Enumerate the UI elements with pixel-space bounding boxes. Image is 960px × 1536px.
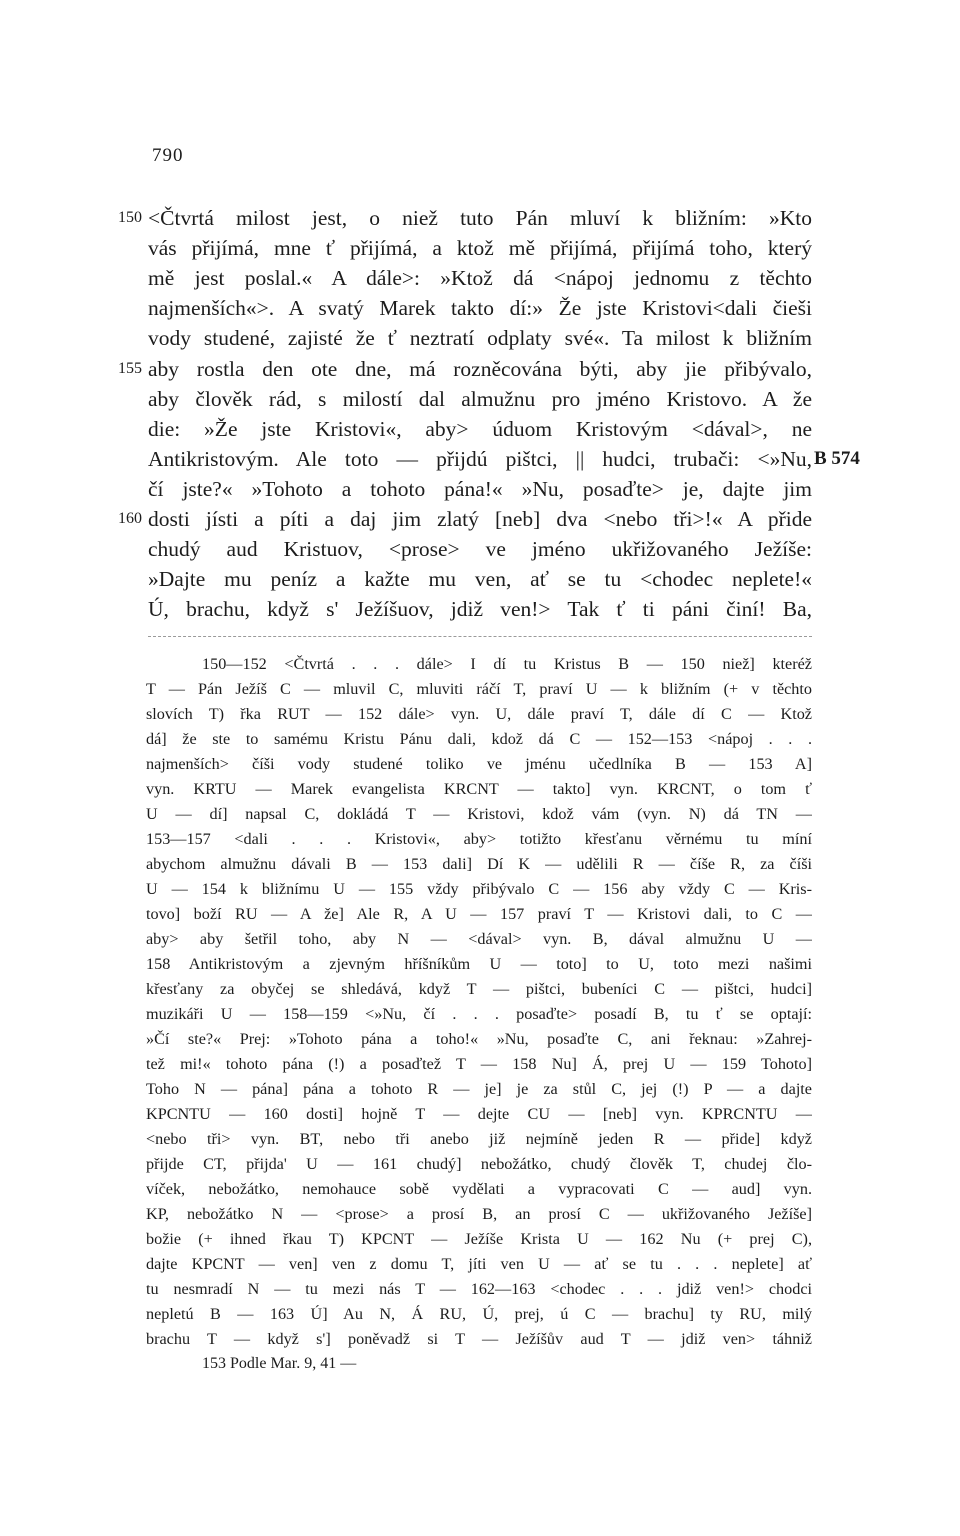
text-line: aby člověk rád, s milostí dal almužnu pro jméno Kristovo. A že bbox=[148, 387, 812, 411]
apparatus-line: U — 154 k bližnímu U — 155 vždy přibývalo C — 156 aby vždy C — Kris- bbox=[146, 880, 812, 898]
apparatus-line: KP, nebožátko N — <prose> a prosí B, an prosí C — ukřižovaného Ježíše] bbox=[146, 1205, 812, 1223]
page-number: 790 bbox=[152, 145, 184, 166]
apparatus-line: »Čí ste?« Prej: »Tohoto pána a toho!« »Nu, posaďte C, ani řeknau: »Zahrej- bbox=[146, 1030, 812, 1048]
text-line: die: »Že jste Kristovi«, aby> úduom Kristovým <dával>, ne bbox=[148, 417, 812, 441]
line-number bbox=[118, 263, 148, 293]
apparatus-line: dá] že ste to samému Kristu Pánu dali, kdož dá C — 152—153 <nápoj . . . bbox=[146, 730, 812, 748]
apparatus-line: vyn. KRTU — Marek evangelista KRCNT — takto] vyn. KRCNT, o tom ť bbox=[146, 780, 812, 798]
line-number bbox=[118, 564, 148, 594]
text-line: aby rostla den ote dne, má rozněcována býti, aby jie přibývalo, bbox=[148, 357, 812, 381]
line-number bbox=[118, 323, 148, 353]
line-number bbox=[118, 594, 148, 624]
apparatus-line: T — Pán Ježíš C — mluvil C, mluviti ráčí T, praví U — k bližním (+ v těchto bbox=[146, 680, 812, 698]
apparatus-line: dajte KPCNT — ven] ven z domu T, jíti ven U — ať se tu . . . neplete] ať bbox=[146, 1255, 812, 1273]
apparatus-line: 153—157 <dali . . . Kristovi«, aby> totižto křesťanu věrnému tu míní bbox=[146, 830, 812, 848]
apparatus-line: abychom almužnu dávali B — 153 dali] Dí K — udělili R — číše R, za číši bbox=[146, 855, 812, 873]
text-line: mě jest poslal.« A dále>: »Ktož dá <nápoj jednomu z těchto bbox=[148, 266, 812, 290]
text-line: najmenších«>. A svatý Marek takto dí:» Že jste Kristovi<dali čieši bbox=[148, 296, 812, 320]
apparatus-line: 150—152 <Čtvrtá . . . dále> I dí tu Kristus B — 150 niež] kteréž bbox=[202, 655, 812, 673]
text-line: »Dajte mu peníz a kažte mu ven, ať se tu <chodec neplete!« bbox=[148, 567, 812, 591]
text-line: <Čtvrtá milost jest, o niež tuto Pán mluví k bližním: »Kto bbox=[148, 206, 812, 230]
text-line: vás přijímá, mne ť přijímá, a ktož mě přijímá, přijímá toho, který bbox=[148, 236, 812, 260]
text-line: Antikristovým. Ale toto — přijdú pištci, || hudci, trubači: <»Nu, bbox=[148, 447, 812, 471]
apparatus-line: U — dí] napsal C, dokládá T — Kristovi, kdož vám (vyn. N) dá TN — bbox=[146, 805, 812, 823]
apparatus-line: přijde CT, přijda' U — 161 chudý] nebožátko, chudý člověk T, chudej člo- bbox=[146, 1155, 812, 1173]
apparatus-line: tež mi!« tohoto pána (!) a posaďtež T — 158 Nu] Á, prej U — 159 Tohoto] bbox=[146, 1055, 812, 1073]
separator-rule bbox=[148, 636, 812, 637]
apparatus-line: nepletú B — 163 Ú] Au N, Á RU, Ú, prej, ú C — brachu] ty RU, milý bbox=[146, 1305, 812, 1323]
text-line: chudý aud Kristuov, <prose> ve jméno ukřižovaného Ježíše: bbox=[148, 537, 812, 561]
text-line: vody studené, zajisté že ť neztratí odplaty své«. Ta milost k bližním bbox=[148, 326, 812, 350]
line-number bbox=[118, 414, 148, 444]
text-line: čí jste?« »Tohoto a tohoto pána!« »Nu, posaďte> je, dajte jim bbox=[148, 477, 812, 501]
line-number bbox=[118, 474, 148, 504]
footnote: 153 Podle Mar. 9, 41 — bbox=[202, 1355, 357, 1372]
apparatus-line: <nebo tři> vyn. BT, nebo tři anebo již nejmíně jeden R — přide] když bbox=[146, 1130, 812, 1148]
line-number: 155 bbox=[118, 360, 142, 377]
text-line: Ú, brachu, když s' Ježíšuov, jdiž ven!> Tak ť ti páni činí! Ba, bbox=[148, 597, 812, 621]
apparatus-line: aby> aby šetřil toho, aby N — <dával> vyn. B, dával almužnu U — bbox=[146, 930, 812, 948]
apparatus-line: 158 Antikristovým a zjevným hříšníkům U — toto] to U, toto mezi našimi bbox=[146, 955, 812, 973]
line-number: 160 bbox=[118, 510, 142, 527]
line-number bbox=[118, 444, 148, 474]
margin-note: B 574 bbox=[814, 448, 860, 469]
apparatus-line: víček, nebožátko, nemohauce sobě vydělati a vypracovati C — aud] vyn. bbox=[146, 1180, 812, 1198]
line-number bbox=[118, 233, 148, 263]
line-number bbox=[118, 293, 148, 323]
text-line: dosti jísti a píti a daj jim zlatý [neb] dva <nebo tři>!« A přide bbox=[148, 507, 812, 531]
apparatus-line: tovo] boží RU — A že] Ale R, A U — 157 praví T — Kristovi dali, to C — bbox=[146, 905, 812, 923]
apparatus-line: najmenších> číši vody studené toliko ve jménu učedlníka B — 153 A] bbox=[146, 755, 812, 773]
line-number bbox=[118, 384, 148, 414]
apparatus-line: KPCNTU — 160 dosti] hojně T — dejte CU — [neb] vyn. KPRCNTU — bbox=[146, 1105, 812, 1123]
apparatus-line: božie (+ ihned řkau T) KPCNT — Ježíše Krista U — 162 Nu (+ prej C), bbox=[146, 1230, 812, 1248]
line-number: 150 bbox=[118, 209, 142, 226]
apparatus-line: muzikáři U — 158—159 <»Nu, čí . . . posaďte> posadí B, tu ť se optají: bbox=[146, 1005, 812, 1023]
apparatus-line: brachu T — když s'] poněvadž si T — Ježíšův aud T — jdiž ven> táhniž bbox=[146, 1330, 812, 1348]
apparatus-line: křesťany za obyčej se shledává, když T — pištci, bubeníci C — pištci, hudci] bbox=[146, 980, 812, 998]
apparatus-line: tu nesmradí N — tu mezi nás T — 162—163 <chodec . . . jdiž ven!> chodci bbox=[146, 1280, 812, 1298]
line-number bbox=[118, 534, 148, 564]
apparatus-line: Toho N — pána] pána a tohoto R — je] je za stůl C, jej (!) P — a dajte bbox=[146, 1080, 812, 1098]
apparatus-line: slovích T) řka RUT — 152 dále> vyn. U, dále praví T, dále dí C — Ktož bbox=[146, 705, 812, 723]
